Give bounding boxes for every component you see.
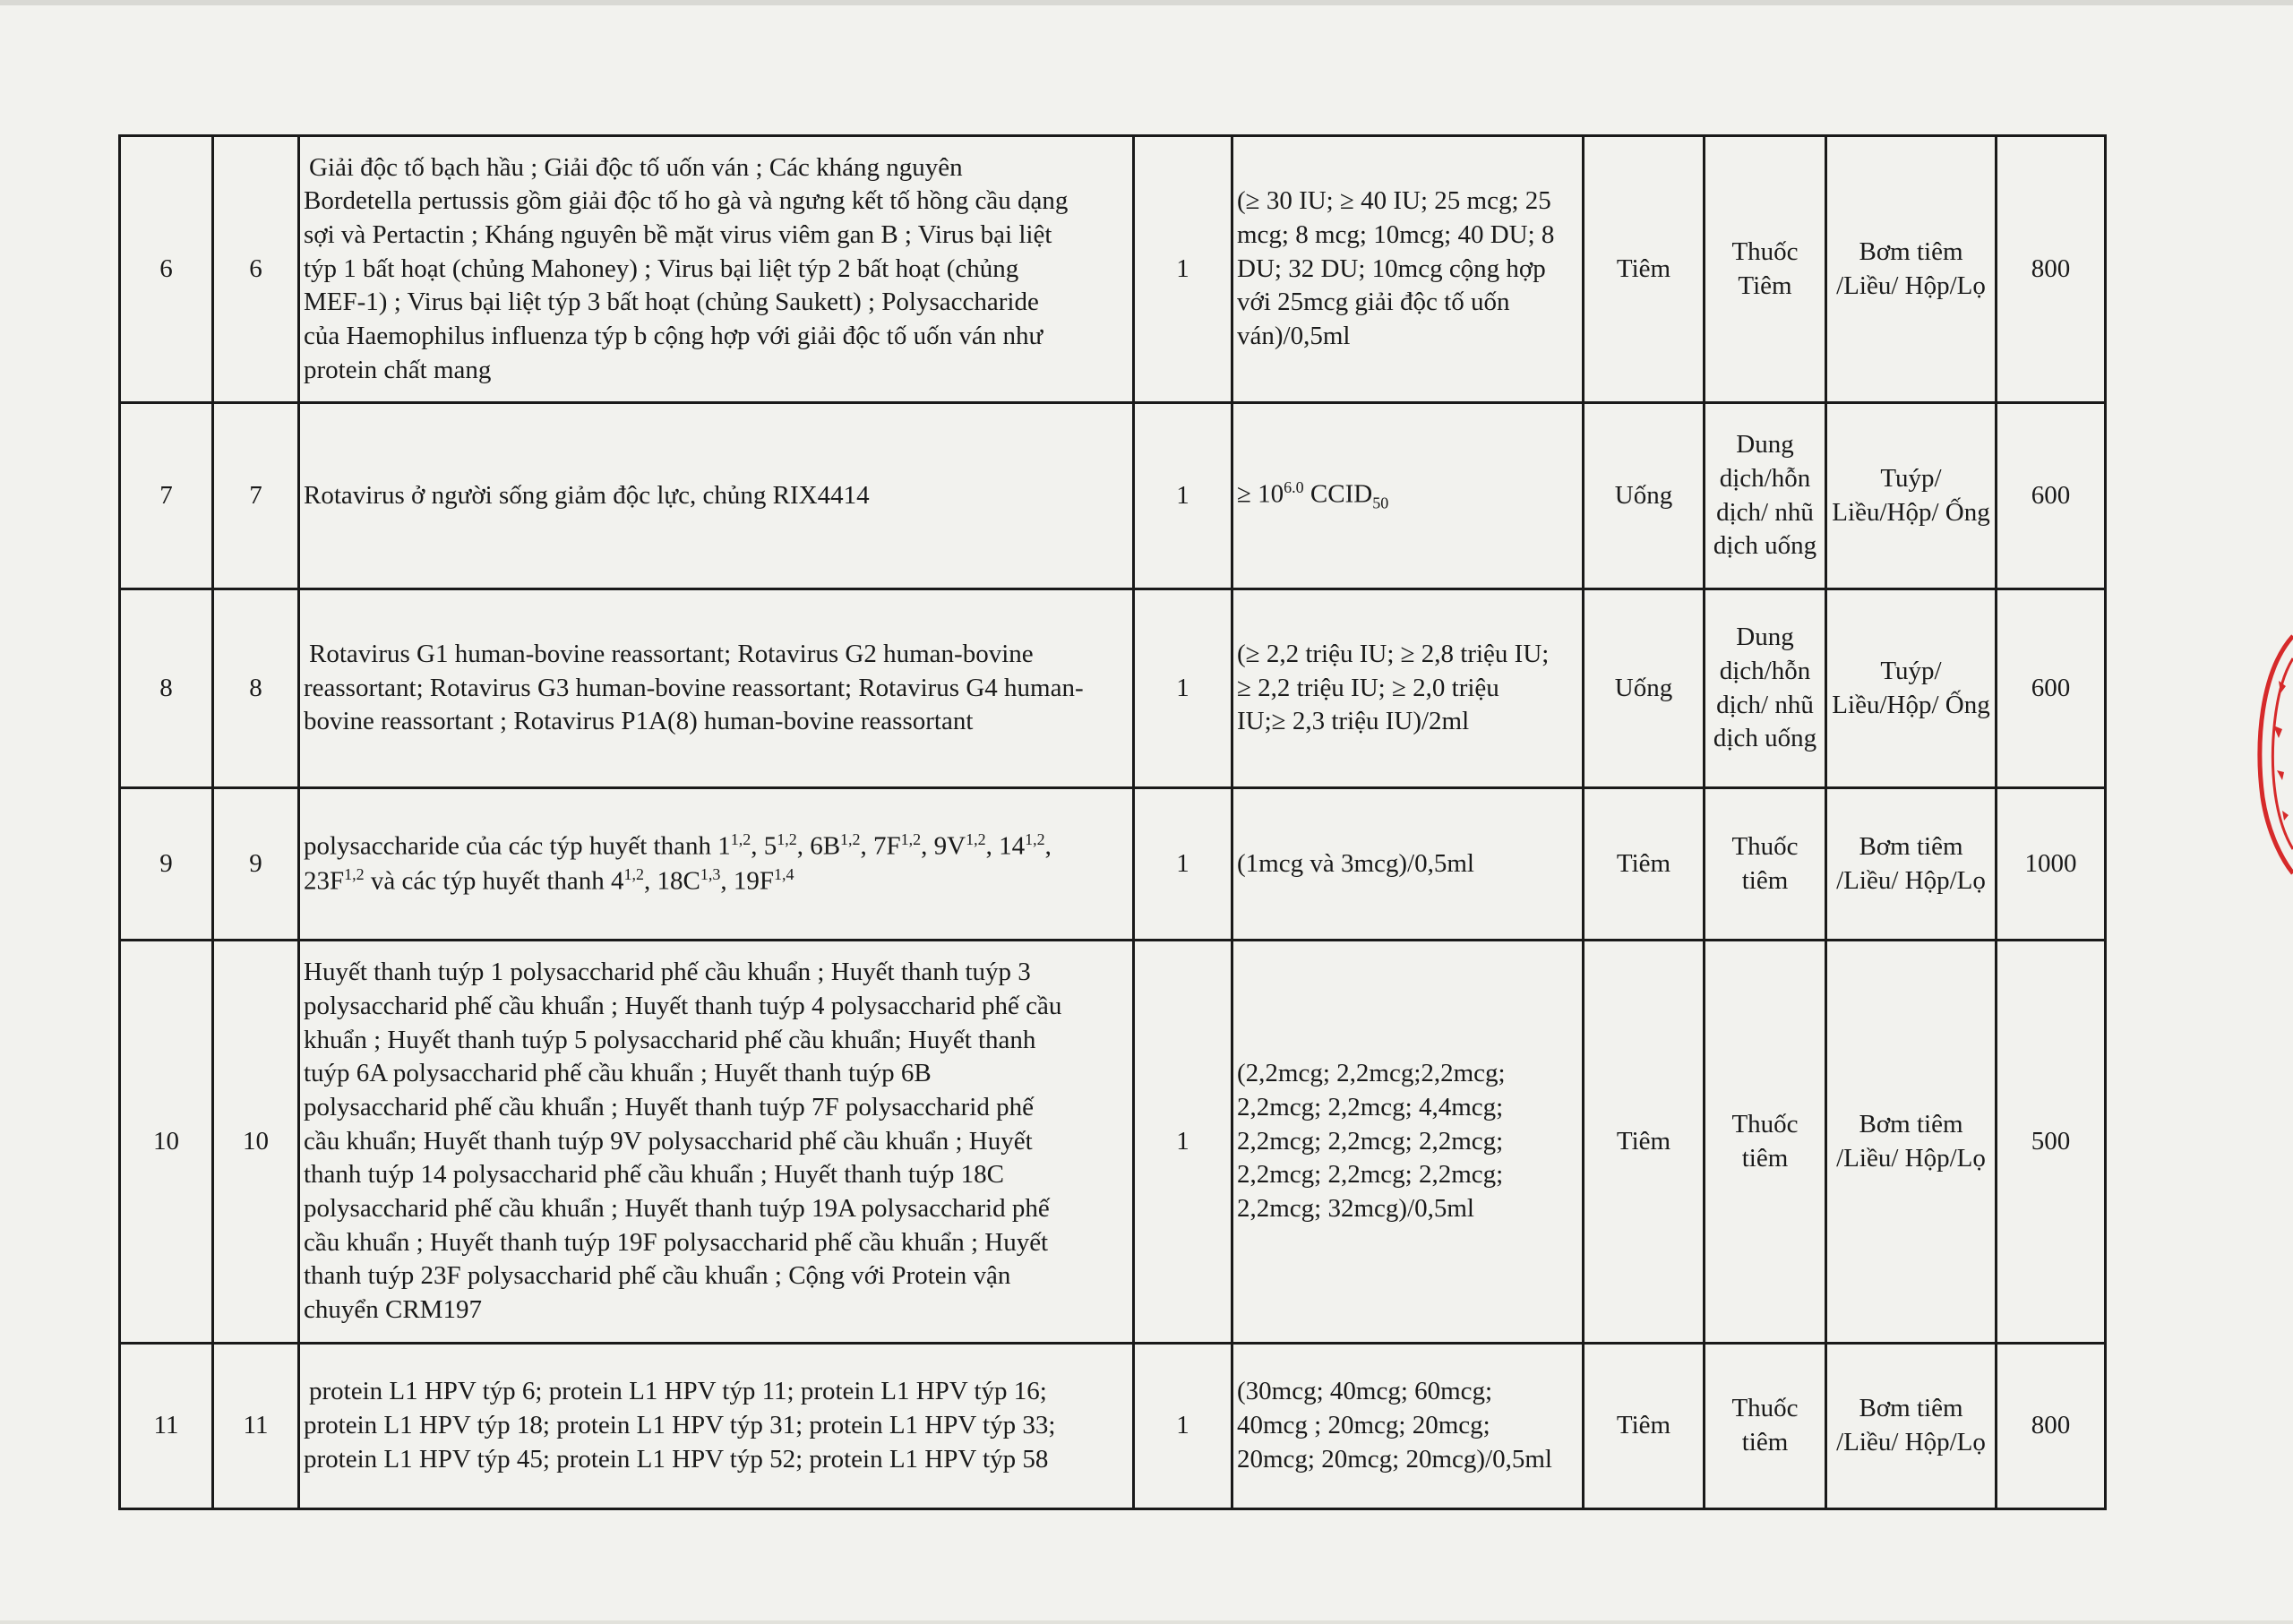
ingredient-cell: protein L1 HPV týp 6; protein L1 HPV týp 11; protein L1 HPV týp 16; protein L1 HPV týp 18; protein L1 HPV týp 31; protein L1 HPV týp 33; protein L1 HPV týp 45; protein L1 HPV týp 52; protein L1 HPV týp 58: [299, 1344, 1134, 1509]
page-edge: [0, 1620, 2293, 1624]
table-row: [120, 136, 2106, 403]
quantity-cell: 1: [1134, 788, 1232, 941]
ingredient-cell: Rotavirus G1 human-bovine reassortant; Rotavirus G2 human-bovine reassortant; Rotavirus G3 human-bovine reassortant; Rotavirus G4 human- bovine reassortant ; Rotavirus P1A(8) human-bovine reassortant: [299, 589, 1134, 788]
strength-cell: (1mcg và 3mcg)/0,5ml: [1232, 788, 1584, 941]
ingredient-line: polysaccharide của các týp huyết thanh 1$^{1,2}$, 5$^{1,2}$, $6B^{1,2}$, $7F^{1,2}$, $9V^{1,2}$, 14$^{1,2}$,: [304, 830, 1052, 861]
ingredient-cell: Huyết thanh tuýp 1 polysaccharid phế cầu khuẩn ; Huyết thanh tuýp 3 polysaccharid phế cầu khuẩn ; Huyết thanh tuýp 4 polysaccharid phế cầu khuẩn ; Huyết thanh tuýp 5 polysaccharid phế cầu khuẩn; Huyết thanh tuýp 6A polysaccharid phế cầu khuẩn ; Huyết thanh tuýp 6B polysaccharid phế cầu khuẩn ; Huyết thanh tuýp 7F polysaccharid phế cầu khuẩn; Huyết thanh tuýp 9V polysaccharid phế cầu khuẩn ; Huyết thanh tuýp 14 polysaccharid phế cầu khuẩn ; Huyết thanh tuýp 18C polysaccharid phế cầu khuẩn ; Huyết thanh tuýp 19A polysaccharid phế cầu khuẩn ; Huyết thanh tuýp 19F polysaccharid phế cầu khuẩn ; Huyết thanh tuýp 23F polysaccharid phế cầu khuẩn ; Cộng với Protein vận chuyển CRM197: [299, 941, 1134, 1344]
packaging-cell: Bơm tiêm /Liều/ Hộp/Lọ: [1826, 136, 1997, 403]
amount-cell: 800: [1997, 1344, 2106, 1509]
strength-cell: (≥ 30 IU; ≥ 40 IU; 25 mcg; 25 mcg; 8 mcg; 10mcg; 40 DU; 8 DU; 32 DU; 10mcg cộng hợp với 25mcg giải độc tố uốn ván)/0,5ml: [1232, 136, 1584, 403]
packaging-cell: Bơm tiêm /Liều/ Hộp/Lọ: [1826, 788, 1997, 941]
stt-ref-cell: 9: [213, 788, 299, 941]
form-cell: Thuốc tiêm: [1705, 941, 1826, 1344]
strength-cell: (≥ 2,2 triệu IU; ≥ 2,8 triệu IU; ≥ 2,2 triệu IU; ≥ 2,0 triệu IU;≥ 2,3 triệu IU)/2ml: [1232, 589, 1584, 788]
form-cell: Dung dịch/hỗn dịch/ nhũ dịch uống: [1705, 589, 1826, 788]
amount-cell: 600: [1997, 403, 2106, 589]
table-row: [120, 589, 2106, 788]
table-row: [120, 403, 2106, 589]
route-cell: Tiêm: [1584, 788, 1705, 941]
ingredient-cell: Rotavirus ở người sống giảm độc lực, chủng RIX4414: [299, 403, 1134, 589]
amount-cell: 500: [1997, 941, 2106, 1344]
stt-cell: 6: [120, 136, 213, 403]
quantity-cell: 1: [1134, 136, 1232, 403]
strength-cell: ≥ $10^{6.0}$ $CCID_{50}$: [1232, 403, 1584, 589]
stt-ref-cell: 7: [213, 403, 299, 589]
amount-cell: 800: [1997, 136, 2106, 403]
red-seal-stamp: [2252, 618, 2293, 887]
stt-ref-cell: 11: [213, 1344, 299, 1509]
stt-cell: 10: [120, 941, 213, 1344]
table-row: [120, 788, 2106, 941]
vaccine-table: [118, 134, 2107, 1510]
stt-cell: 8: [120, 589, 213, 788]
amount-cell: 1000: [1997, 788, 2106, 941]
route-cell: Uống: [1584, 589, 1705, 788]
stt-cell: 7: [120, 403, 213, 589]
route-cell: Tiêm: [1584, 1344, 1705, 1509]
quantity-cell: 1: [1134, 941, 1232, 1344]
stt-cell: 9: [120, 788, 213, 941]
quantity-cell: 1: [1134, 589, 1232, 788]
packaging-cell: Bơm tiêm /Liều/ Hộp/Lọ: [1826, 941, 1997, 1344]
strength-cell: (2,2mcg; 2,2mcg;2,2mcg; 2,2mcg; 2,2mcg; 4,4mcg; 2,2mcg; 2,2mcg; 2,2mcg; 2,2mcg; 2,2mcg; 2,2mcg; 2,2mcg; 32mcg)/0,5ml: [1232, 941, 1584, 1344]
packaging-cell: Tuýp/ Liều/Hộp/ Ống: [1826, 403, 1997, 589]
table-row: [120, 941, 2106, 1344]
route-cell: Uống: [1584, 403, 1705, 589]
ingredient-cell: [299, 788, 1134, 941]
strength-cell: (30mcg; 40mcg; 60mcg; 40mcg ; 20mcg; 20mcg; 20mcg; 20mcg; 20mcg)/0,5ml: [1232, 1344, 1584, 1509]
ingredient-cell: Giải độc tố bạch hầu ; Giải độc tố uốn ván ; Các kháng nguyên Bordetella pertussis gồm giải độc tố ho gà và ngưng kết tố hồng cầu dạng sợi và Pertactin ; Kháng nguyên bề mặt virus viêm gan B ; Virus bại liệt týp 1 bất hoạt (chủng Mahoney) ; Virus bại liệt týp 2 bất hoạt (chủng MEF-1) ; Virus bại liệt týp 3 bất hoạt (chủng Saukett) ; Polysaccharide của Haemophilus influenza týp b cộng hợp với giải độc tố uốn ván như protein chất mang: [299, 136, 1134, 403]
quantity-cell: 1: [1134, 1344, 1232, 1509]
stt-ref-cell: 10: [213, 941, 299, 1344]
route-cell: Tiêm: [1584, 941, 1705, 1344]
stt-cell: 11: [120, 1344, 213, 1509]
ingredient-line: $23F^{1,2}$ và các týp huyết thanh 4$^{1,2}$, $18C^{1,3}$, $19F^{1,4}$: [304, 864, 794, 896]
stt-ref-cell: 6: [213, 136, 299, 403]
form-cell: Thuốc tiêm: [1705, 1344, 1826, 1509]
route-cell: Tiêm: [1584, 136, 1705, 403]
form-cell: Dung dịch/hỗn dịch/ nhũ dịch uống: [1705, 403, 1826, 589]
form-cell: Thuốc tiêm: [1705, 788, 1826, 941]
table-row: [120, 1344, 2106, 1509]
packaging-cell: Tuýp/ Liều/Hộp/ Ống: [1826, 589, 1997, 788]
form-cell: Thuốc Tiêm: [1705, 136, 1826, 403]
amount-cell: 600: [1997, 589, 2106, 788]
page-edge: [0, 0, 2293, 5]
stt-ref-cell: 8: [213, 589, 299, 788]
quantity-cell: 1: [1134, 403, 1232, 589]
packaging-cell: Bơm tiêm /Liều/ Hộp/Lọ: [1826, 1344, 1997, 1509]
